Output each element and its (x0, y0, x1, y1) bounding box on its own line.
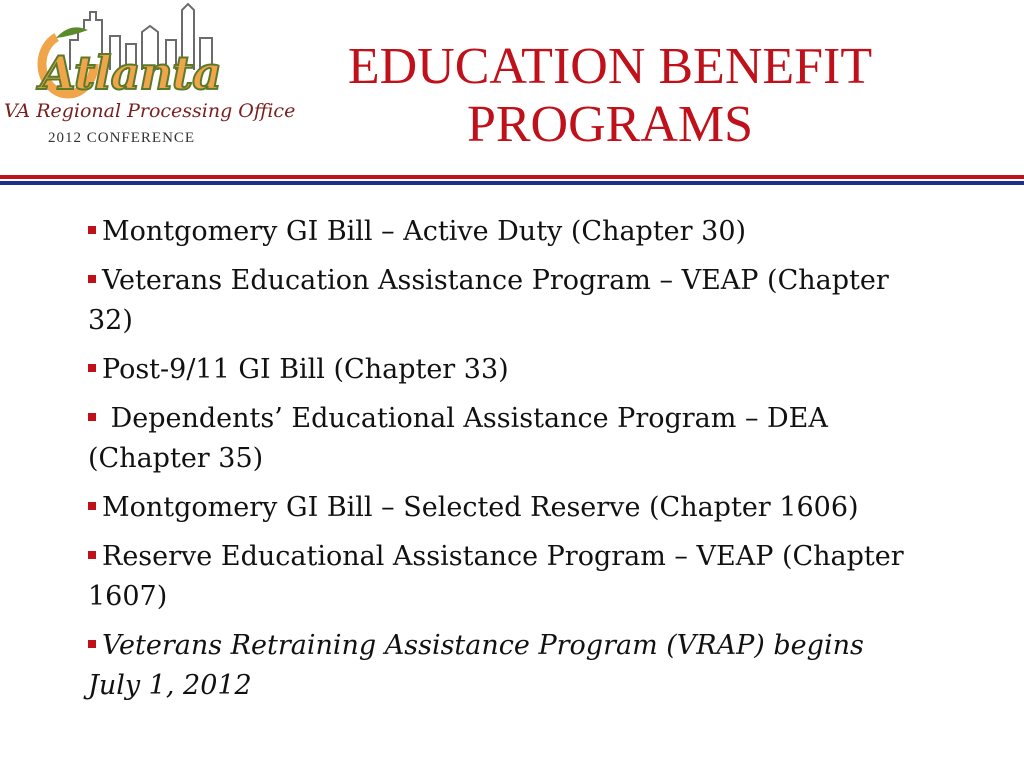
divider-stripe-blue (0, 181, 1024, 185)
slide-title (250, 38, 970, 154)
square-bullet-icon (88, 226, 96, 234)
logo-conference-year: 2012 CONFERENCE (48, 130, 196, 146)
bullet-text: Veterans Education Assistance Program – VEAP (Chapter 32) (88, 265, 889, 336)
bullet-item (88, 537, 918, 617)
bullet-text: Post-9/11 GI Bill (Chapter 33) (102, 354, 509, 385)
bullet-item (88, 488, 918, 528)
bullet-text: Dependents’ Educational Assistance Program – DEA (Chapter 35) (88, 403, 837, 474)
bullet-text: Montgomery GI Bill – Active Duty (Chapter 30) (102, 216, 747, 247)
bullet-item (88, 261, 918, 341)
bullet-list (88, 212, 918, 715)
title-divider (0, 175, 1024, 185)
divider-stripe-red (0, 175, 1024, 179)
logo-wordmark: Atlanta (40, 46, 221, 100)
square-bullet-icon (88, 413, 96, 421)
square-bullet-icon (88, 502, 96, 510)
bullet-text: Montgomery GI Bill – Selected Reserve (Chapter 1606) (102, 492, 859, 523)
conference-logo (0, 0, 296, 160)
square-bullet-icon (88, 640, 96, 648)
bullet-item (88, 399, 918, 479)
square-bullet-icon (88, 551, 96, 559)
slide-title-line-1: EDUCATION BENEFIT (347, 38, 873, 95)
logo-subtitle: VA Regional Processing Office (4, 100, 296, 122)
square-bullet-icon (88, 275, 96, 283)
bullet-item (88, 212, 918, 252)
bullet-item (88, 350, 918, 390)
bullet-item (88, 626, 918, 706)
bullet-text: Reserve Educational Assistance Program – VEAP (Chapter 1607) (88, 541, 904, 612)
square-bullet-icon (88, 364, 96, 372)
slide-title-line-2: PROGRAMS (466, 96, 754, 153)
bullet-text: Veterans Retraining Assistance Program (VRAP) begins July 1, 2012 (88, 630, 864, 701)
